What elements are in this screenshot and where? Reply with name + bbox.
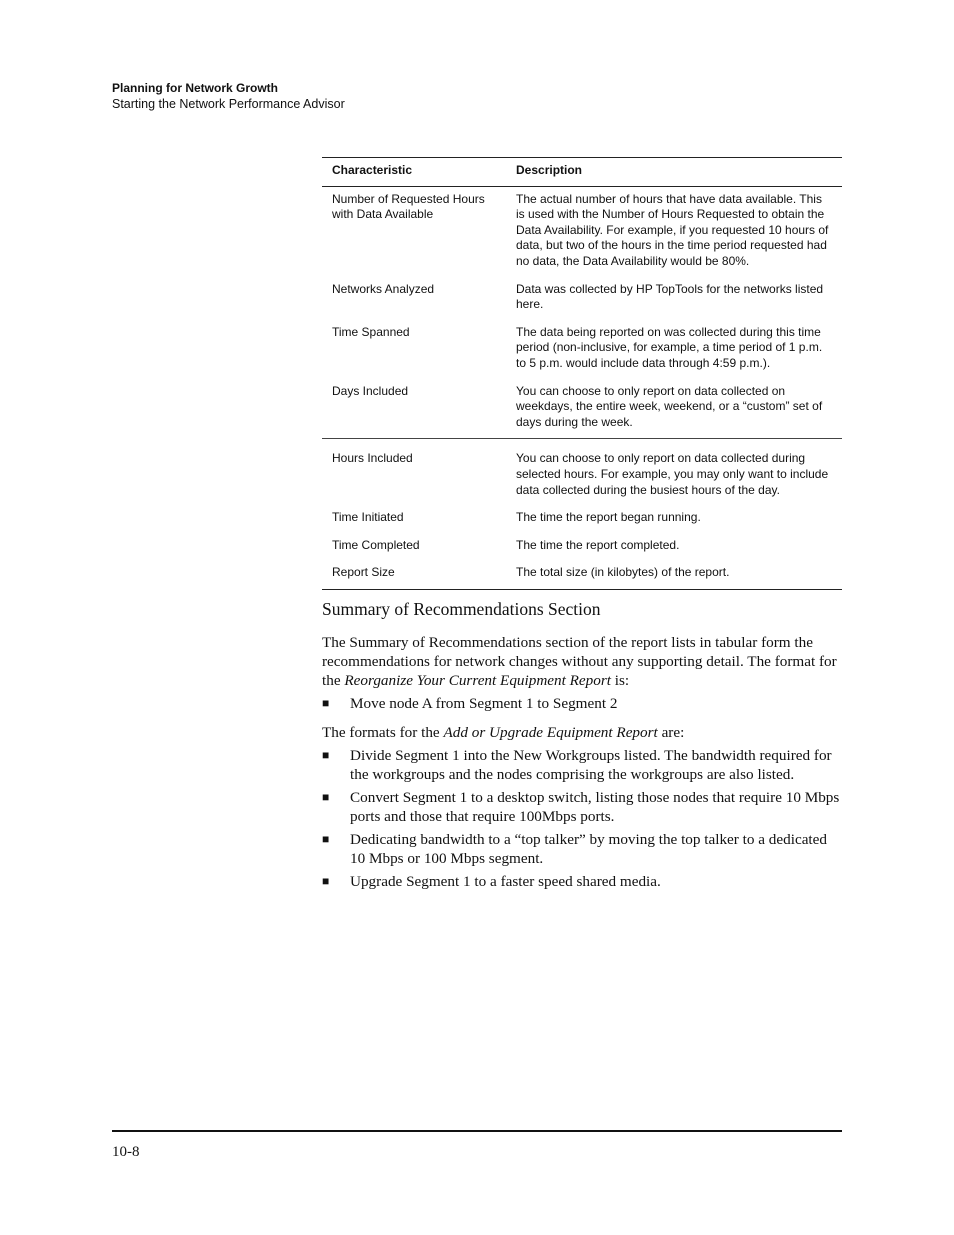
column-header-description: Description	[516, 163, 583, 177]
square-bullet-icon: ■	[322, 832, 330, 846]
intro-text: The Summary of Recommendations section of the report lists in tabular form the recommendations for network changes without any supporting detail. The format for the	[322, 634, 837, 689]
list-item	[322, 872, 844, 891]
characteristic-cell: Hours Included	[332, 451, 413, 466]
page-number: 10-8	[112, 1144, 140, 1160]
description-cell: The actual number of hours that have data available. This is used with the Number of Hours Requested to obtain the Data Availability. For example, if you requested 10 hours of data, but two of the hours in the time period requested had no data, the Data Availability would be 80%.	[516, 191, 829, 268]
summary-section	[322, 598, 844, 895]
list-item-text: Convert Segment 1 to a desktop switch, listing those nodes that require 10 Mbps ports and those that require 100Mbps ports.	[350, 789, 840, 825]
list-item-text: Upgrade Segment 1 to a faster speed shared media.	[350, 873, 661, 890]
description-cell: Data was collected by HP TopTools for the networks listed here.	[516, 281, 824, 312]
table-row	[322, 313, 842, 372]
list-item-text: Move node A from Segment 1 to Segment 2	[350, 695, 618, 712]
characteristic-cell: Time Initiated	[332, 510, 404, 525]
square-bullet-icon: ■	[322, 748, 330, 762]
characteristic-cell: Report Size	[332, 565, 395, 580]
formats-end: are:	[657, 724, 685, 741]
table-header-row	[322, 158, 842, 187]
report-name-italic: Reorganize Your Current Equipment Report	[344, 672, 611, 689]
description-cell: The time the report began running.	[516, 510, 701, 525]
intro-end: is:	[610, 672, 630, 689]
description-cell: You can choose to only report on data collected during selected hours. For example, you may only want to include data collected during the busiest hours of the day.	[516, 451, 829, 497]
square-bullet-icon: ■	[322, 696, 330, 710]
characteristic-cell: Days Included	[332, 383, 409, 398]
running-head	[112, 80, 345, 112]
description-cell: You can choose to only report on data collected on weekdays, the entire week, weekend, or a “custom” set of days during the week.	[516, 383, 823, 429]
footer-rule	[112, 1130, 842, 1132]
list-item-text: Divide Segment 1 into the New Workgroups listed. The bandwidth required for the workgroups and the nodes comprising the workgroups are also listed.	[350, 747, 832, 783]
table-row	[322, 526, 842, 554]
chapter-title: Planning for Network Growth	[112, 81, 279, 95]
characteristic-cell: Time Completed	[332, 537, 420, 552]
table-row	[322, 186, 842, 269]
characteristic-cell: Time Spanned	[332, 324, 410, 339]
characteristic-cell: Networks Analyzed	[332, 281, 435, 296]
reorganize-format-list	[322, 694, 844, 713]
table-row	[322, 553, 842, 589]
formats-paragraph	[322, 723, 844, 742]
table-row	[322, 372, 842, 439]
intro-paragraph	[322, 633, 844, 690]
characteristics-table	[322, 157, 842, 590]
upgrade-format-list	[322, 746, 844, 891]
column-header-characteristic: Characteristic	[332, 163, 413, 177]
list-item	[322, 746, 844, 784]
square-bullet-icon: ■	[322, 874, 330, 888]
characteristic-cell: Number of Requested Hours with Data Available	[332, 191, 485, 222]
description-cell: The data being reported on was collected during this time period (non-inclusive, for example, a time period of 1 p.m. to 5 p.m. would include data through 4:59 p.m.).	[516, 324, 823, 370]
description-cell: The total size (in kilobytes) of the report.	[516, 565, 730, 580]
formats-text: The formats for the	[322, 724, 444, 741]
section-subtitle: Starting the Network Performance Advisor	[112, 97, 345, 111]
report-name-italic: Add or Upgrade Equipment Report	[443, 724, 658, 741]
description-cell: The time the report completed.	[516, 537, 680, 552]
table-row	[322, 439, 842, 498]
list-item	[322, 694, 844, 713]
list-item	[322, 830, 844, 868]
section-heading: Summary of Recommendations Section	[322, 599, 601, 619]
list-item-text: Dedicating bandwidth to a “top talker” by moving the top talker to a dedicated 10 Mbps or 100 Mbps segment.	[350, 831, 827, 867]
list-item	[322, 788, 844, 826]
table-row	[322, 270, 842, 313]
square-bullet-icon: ■	[322, 790, 330, 804]
table-row	[322, 498, 842, 526]
